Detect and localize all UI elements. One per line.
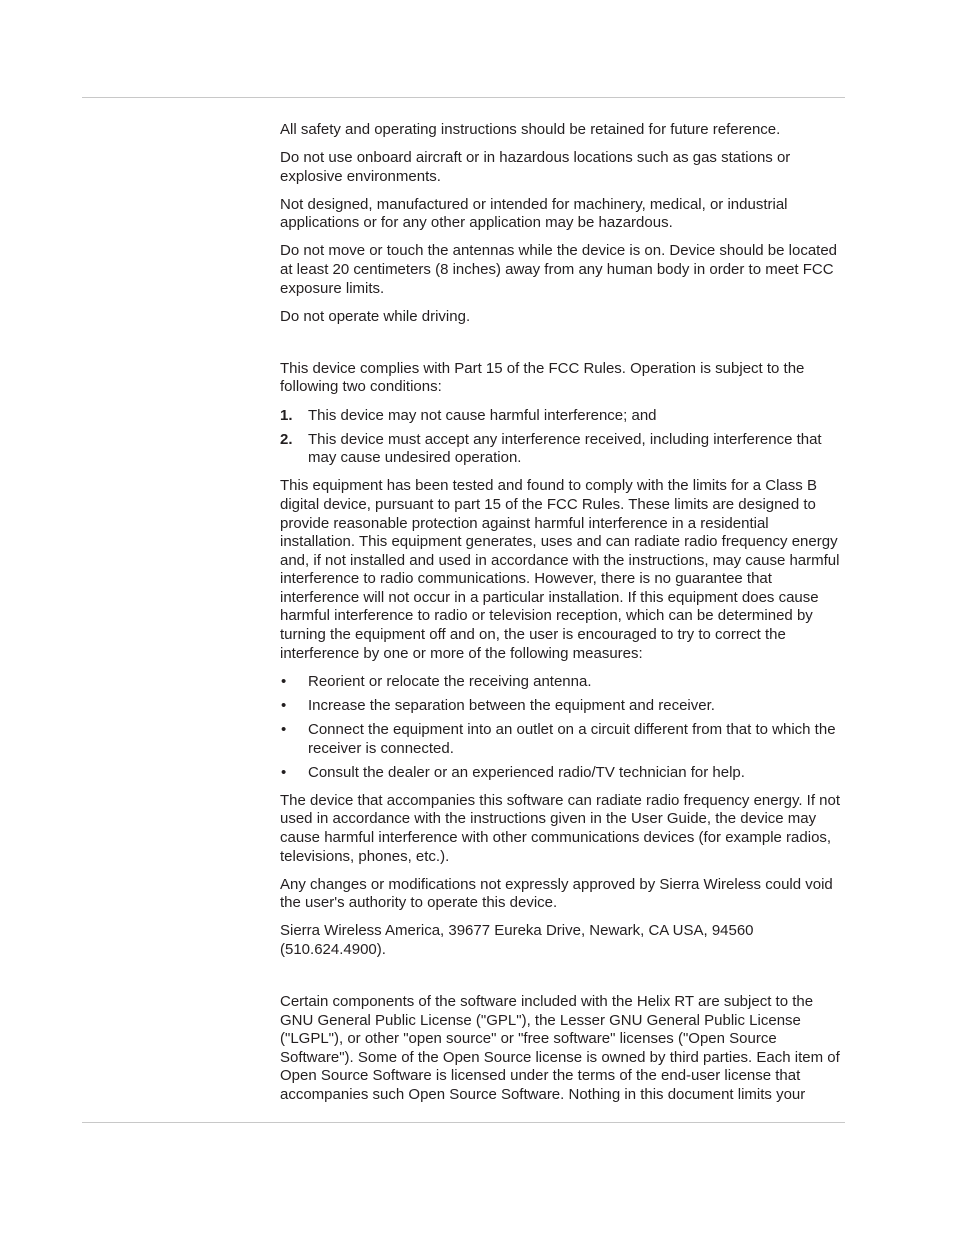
fcc-radiate-paragraph: The device that accompanies this software can radiate radio frequency energy. If not used in accordance with the instructions given in the User Guide, the device may cause harmful interference with other communications devices (for example radios, televisions, phones, etc.).	[280, 791, 841, 865]
bullet-icon: •	[281, 720, 287, 738]
list-number: 1.	[280, 406, 293, 424]
header-rule	[82, 97, 845, 98]
fcc-conditions-list	[280, 407, 845, 468]
list-number: 2.	[280, 430, 293, 448]
fcc-measures-list	[280, 673, 845, 782]
list-item	[280, 721, 845, 758]
list-item-text: Connect the equipment into an outlet on a circuit different from that to which the receiver is connected.	[308, 720, 836, 757]
safety-paragraph-driving: Do not operate while driving.	[280, 307, 471, 325]
list-item	[280, 764, 845, 783]
fcc-intro-paragraph: This device complies with Part 15 of the FCC Rules. Operation is subject to the following two conditions:	[280, 359, 805, 396]
list-item-text: Consult the dealer or an experienced radio/TV technician for help.	[308, 763, 745, 781]
fcc-changes-paragraph: Any changes or modifications not expressly approved by Sierra Wireless could void the user's authority to operate this device.	[280, 875, 833, 912]
fcc-class-b-paragraph: This equipment has been tested and found to comply with the limits for a Class B digital device, pursuant to part 15 of the FCC Rules. These limits are designed to provide reasonable protection against harmful interference in a residential installation. This equipment generates, uses and can radiate radio frequency energy and, if not installed and used in accordance with the instructions, may cause harmful interference to radio communications. However, there is no guarantee that interference will not occur in a particular installation. If this equipment does cause harmful interference to radio or television reception, which can be determined by turning the equipment off and on, the user is encouraged to try to correct the interference by one or more of the following measures:	[280, 477, 840, 662]
list-item	[280, 673, 845, 692]
footer-rule	[82, 1122, 845, 1123]
list-item	[280, 697, 845, 716]
safety-paragraph-retain: All safety and operating instructions should be retained for future reference.	[280, 121, 781, 138]
list-item-text: This device must accept any interference received, including interference that may cause undesired operation.	[308, 430, 822, 467]
list-item-text: Reorient or relocate the receiving antenna.	[308, 672, 592, 690]
bullet-icon: •	[281, 672, 287, 690]
bullet-icon: •	[281, 763, 287, 781]
list-item-text: This device may not cause harmful interference; and	[308, 406, 657, 424]
list-item	[280, 407, 845, 426]
section-spacer	[280, 336, 845, 360]
bullet-icon: •	[281, 696, 287, 714]
open-source-paragraph: Certain components of the software included with the Helix RT are subject to the GNU General Public License ("GPL"), the Lesser GNU General Public License ("LGPL"), or other "open source" or "free software" licenses ("Open Source Software"). Some of the Open Source license is owned by third parties. Each item of Open Source Software is licensed under the terms of the end-user license that accompanies such Open Source Software. Nothing in this document limits your	[280, 992, 840, 1103]
list-item-text: Increase the separation between the equipment and receiver.	[308, 696, 715, 714]
fcc-section	[280, 360, 845, 960]
section-spacer	[280, 969, 845, 993]
safety-section	[280, 121, 845, 326]
open-source-section	[280, 993, 845, 1105]
safety-paragraph-antennas: Do not move or touch the antennas while the device is on. Device should be located at least 20 centimeters (8 inches) away from any human body in order to meet FCC exposure limits.	[280, 242, 838, 297]
list-item	[280, 431, 845, 468]
manufacturer-address: Sierra Wireless America, 39677 Eureka Drive, Newark, CA USA, 94560 (510.624.4900).	[280, 922, 754, 958]
safety-paragraph-not-designed: Not designed, manufactured or intended for machinery, medical, or industrial applications or for any other application may be hazardous.	[280, 195, 788, 232]
document-body	[280, 121, 845, 1114]
safety-paragraph-aircraft: Do not use onboard aircraft or in hazardous locations such as gas stations or explosive environments.	[280, 149, 791, 185]
